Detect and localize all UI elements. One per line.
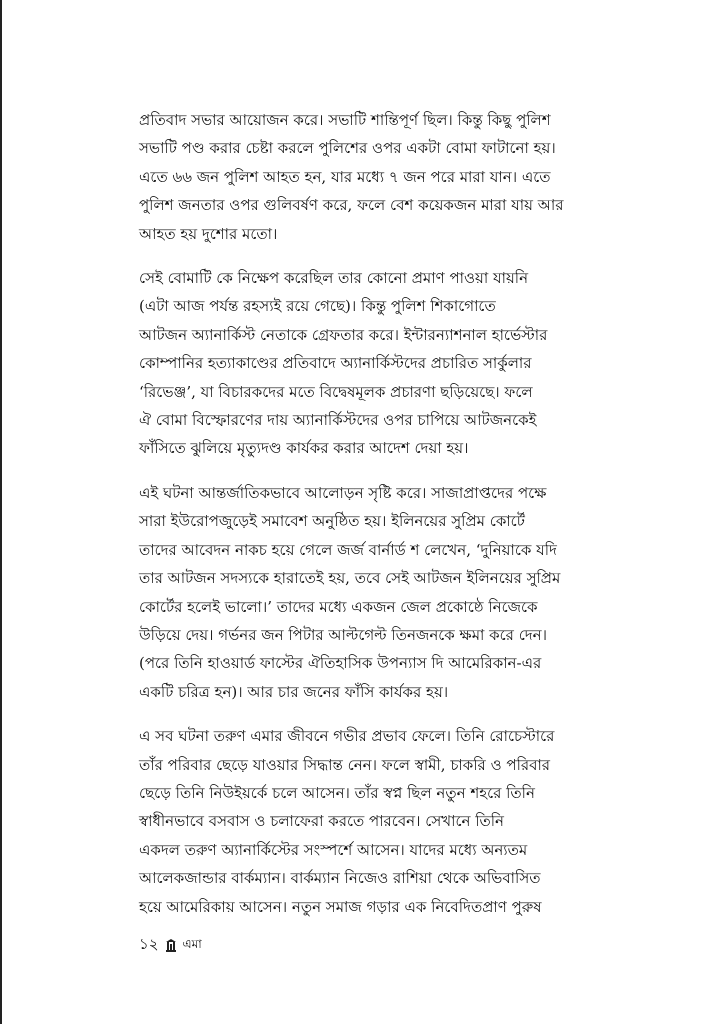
- paragraph-1: প্রতিবাদ সভার আয়োজন করে। সভাটি শান্তিপূর্ণ ছিল। কিন্তু কিছু পুলিশ সভাটি পণ্ড করার চেষ্টা করলে পুলিশের ওপর একটা বোমা ফাটানো হয়। এতে ৬৬ জন পুলিশ আহত হন, যার মধ্যে ৭ জন পরে মারা যান। এতে পুলিশ জনতার ওপর গুলিবর্ষণ করে, ফলে বেশ কয়েকজন মারা যায় আর আহত হয় দুশোর মতো।: [139, 111, 564, 243]
- paragraph-3: এই ঘটনা আন্তর্জাতিকভাবে আলোড়ন সৃষ্টি করে। সাজাপ্রাপ্তদের পক্ষে সারা ইউরোপজুড়েই সমাবেশ অনুষ্ঠিত হয়। ইলিনয়ের সুপ্রিম কোর্টে তাদের আবেদন নাকচ হয়ে গেলে জর্জ বার্নার্ড শ লেখেন, ‘দুনিয়াকে যদি তার আটজন সদস্যকে হারাতেই হয়, তবে সেই আটজন ইলিনয়ের সুপ্রিম কোর্টের হলেই ভালো।’ তাদের মধ্যে একজন জেল প্রকোষ্ঠে নিজেকে উড়িয়ে দেয়। গর্ভনর জন পিটার আল্টগেল্ট তিনজনকে ক্ষমা করে দেন। (পরে তিনি হাওয়ার্ড ফাস্টের ঐতিহাসিক উপন্যাস দি আমেরিকান-এর একটি চরিত্র হন)। আর চার জনের ফাঁসি কার্যকর হয়।: [139, 483, 561, 701]
- page-body: [139, 106, 593, 937]
- running-title: এমা: [182, 936, 202, 951]
- paragraph-4: এ সব ঘটনা তরুণ এমার জীবনে গভীর প্রভাব ফেলে। তিনি রোচেস্টারে তাঁর পরিবার ছেড়ে যাওয়ার সিদ্ধান্ত নেন। ফলে স্বামী, চাকরি ও পরিবার ছেড়ে তিনি নিউইয়র্কে চলে আসেন। তাঁর স্বপ্ন ছিল নতুন শহরে তিনি স্বাধীনভাবে বসবাস ও চলাফেরা করতে পারবেন। সেখানে তিনি একদল তরুণ অ্যানার্কিস্টের সংস্পর্শে আসেন। যাদের মধ্যে অন্যতম আলেকজান্ডার বার্কম্যান। বার্কম্যান নিজেও রাশিয়া থেকে অভিবাসিত হয়ে আমেরিকায় আসেন। নতুন সমাজ গড়ার এক নিবেদিতপ্রাণ পুরুষ: [139, 727, 555, 916]
- page-left-border: [0, 0, 2, 1024]
- page-number: ১২: [139, 935, 159, 953]
- page-footer: [139, 933, 202, 958]
- paragraph-2: সেই বোমাটি কে নিক্ষেপ করেছিল তার কোনো প্রমাণ পাওয়া যায়নি (এটা আজ পর্যন্ত রহস্যই রয়ে গেছে)। কিন্তু পুলিশ শিকাগোতে আটজন অ্যানার্কিস্ট নেতাকে গ্রেফতার করে। ইন্টারন্যাশনাল হার্ভেস্টার কোম্পানির হত্যাকাণ্ডের প্রতিবাদে অ্যানার্কিস্টদের প্রচারিত সার্কুলার ‘রিভেঞ্জ’, যা বিচারকদের মতে বিদ্বেষমূলক প্রচারণা ছড়িয়েছে। ফলে ঐ বোমা বিস্ফোরণের দায় অ্যানার্কিস্টদের ওপর চাপিয়ে আটজনকেই ফাঁসিতে ঝুলিয়ে মৃত্যুদণ্ড কার্যকর করার আদেশ দেয়া হয়।: [139, 269, 548, 458]
- publisher-logo-icon: [165, 939, 177, 953]
